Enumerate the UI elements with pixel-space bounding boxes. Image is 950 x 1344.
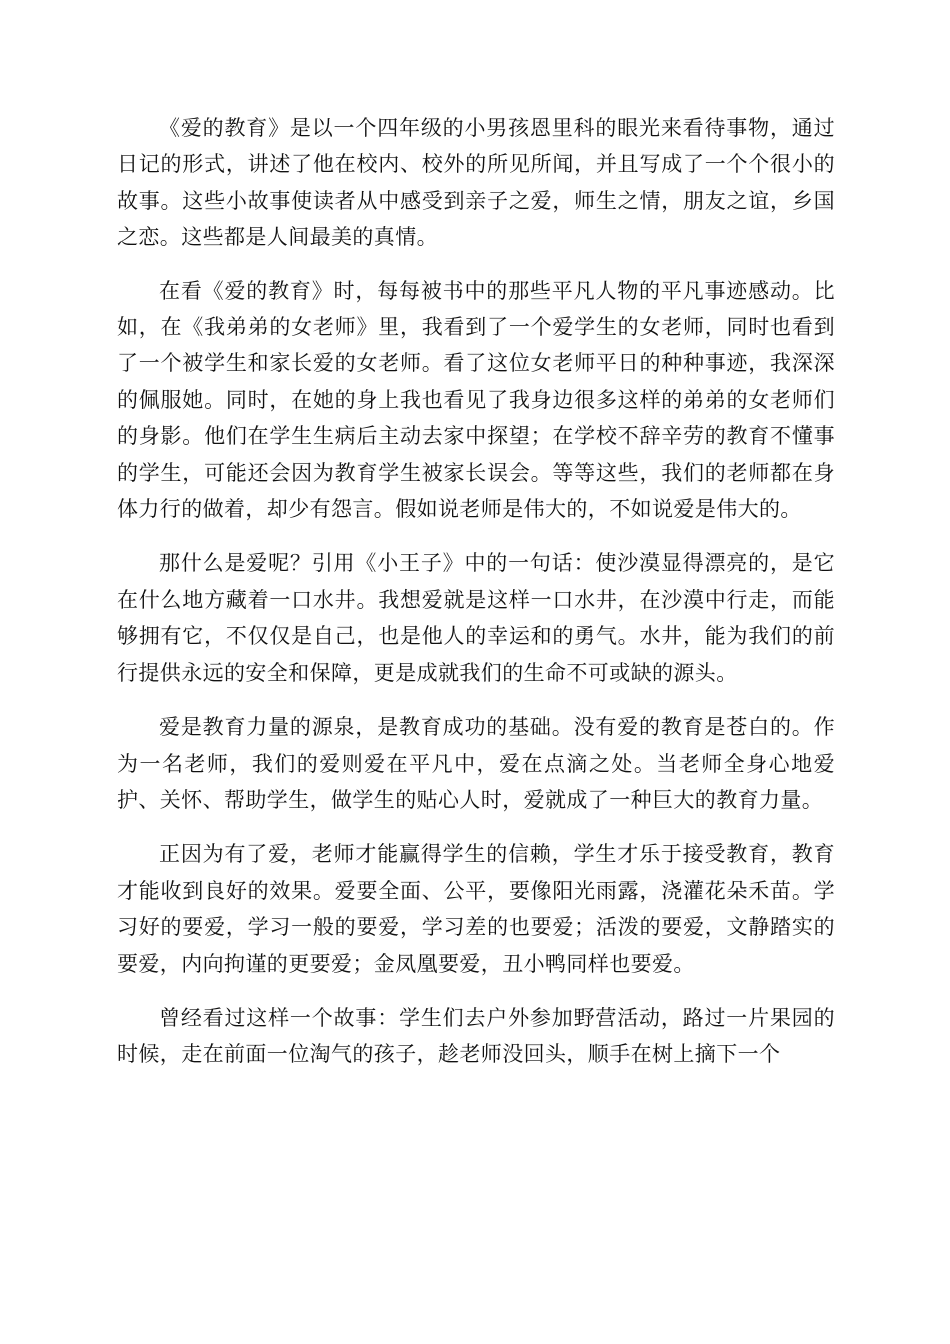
paragraph-3: 那什么是爱呢？引用《小王子》中的一句话：使沙漠显得漂亮的，是它在什么地方藏着一口水井。我想爱就是这样一口水井，在沙漠中行走，而能够拥有它，不仅仅是自己，也是他人的幸运和的勇气。水井，能为我们的前行提供永远的安全和保障，更是成就我们的生命不可或缺的源头。 — [117, 551, 835, 685]
paragraph-4: 爱是教育力量的源泉，是教育成功的基础。没有爱的教育是苍白的。作为一名老师，我们的爱则爱在平凡中，爱在点滴之处。当老师全身心地爱护、关怀、帮助学生，做学生的贴心人时，爱就成了一种巨大的教育力量。 — [117, 715, 835, 812]
paragraph-5: 正因为有了爱，老师才能赢得学生的信赖，学生才乐于接受教育，教育才能收到良好的效果。爱要全面、公平，要像阳光雨露，浇灌花朵禾苗。学习好的要爱，学习一般的要爱，学习差的也要爱；活泼的要爱，文静踏实的要爱，内向拘谨的更要爱；金凤凰要爱，丑小鸭同样也要爱。 — [117, 842, 835, 976]
document-body — [117, 110, 835, 1091]
paragraph-6: 曾经看过这样一个故事：学生们去户外参加野营活动，路过一片果园的时候，走在前面一位淘气的孩子，趁老师没回头，顺手在树上摘下一个 — [117, 1005, 835, 1067]
paragraph-2: 在看《爱的教育》时，每每被书中的那些平凡人物的平凡事迹感动。比如，在《我弟弟的女老师》里，我看到了一个爱学生的女老师，同时也看到了一个被学生和家长爱的女老师。看了这位女老师平日的种种事迹，我深深的佩服她。同时，在她的身上我也看见了我身边很多这样的弟弟的女老师们的身影。他们在学生生病后主动去家中探望；在学校不辞辛劳的教育不懂事的学生，可能还会因为教育学生被家长误会。等等这些，我们的老师都在身体力行的做着，却少有怨言。假如说老师是伟大的，不如说爱是伟大的。 — [117, 278, 835, 522]
paragraph-1: 《爱的教育》是以一个四年级的小男孩恩里科的眼光来看待事物，通过日记的形式，讲述了他在校内、校外的所见所闻，并且写成了一个个很小的故事。这些小故事使读者从中感受到亲子之爱，师生之情，朋友之谊，乡国之恋。这些都是人间最美的真情。 — [117, 116, 835, 250]
